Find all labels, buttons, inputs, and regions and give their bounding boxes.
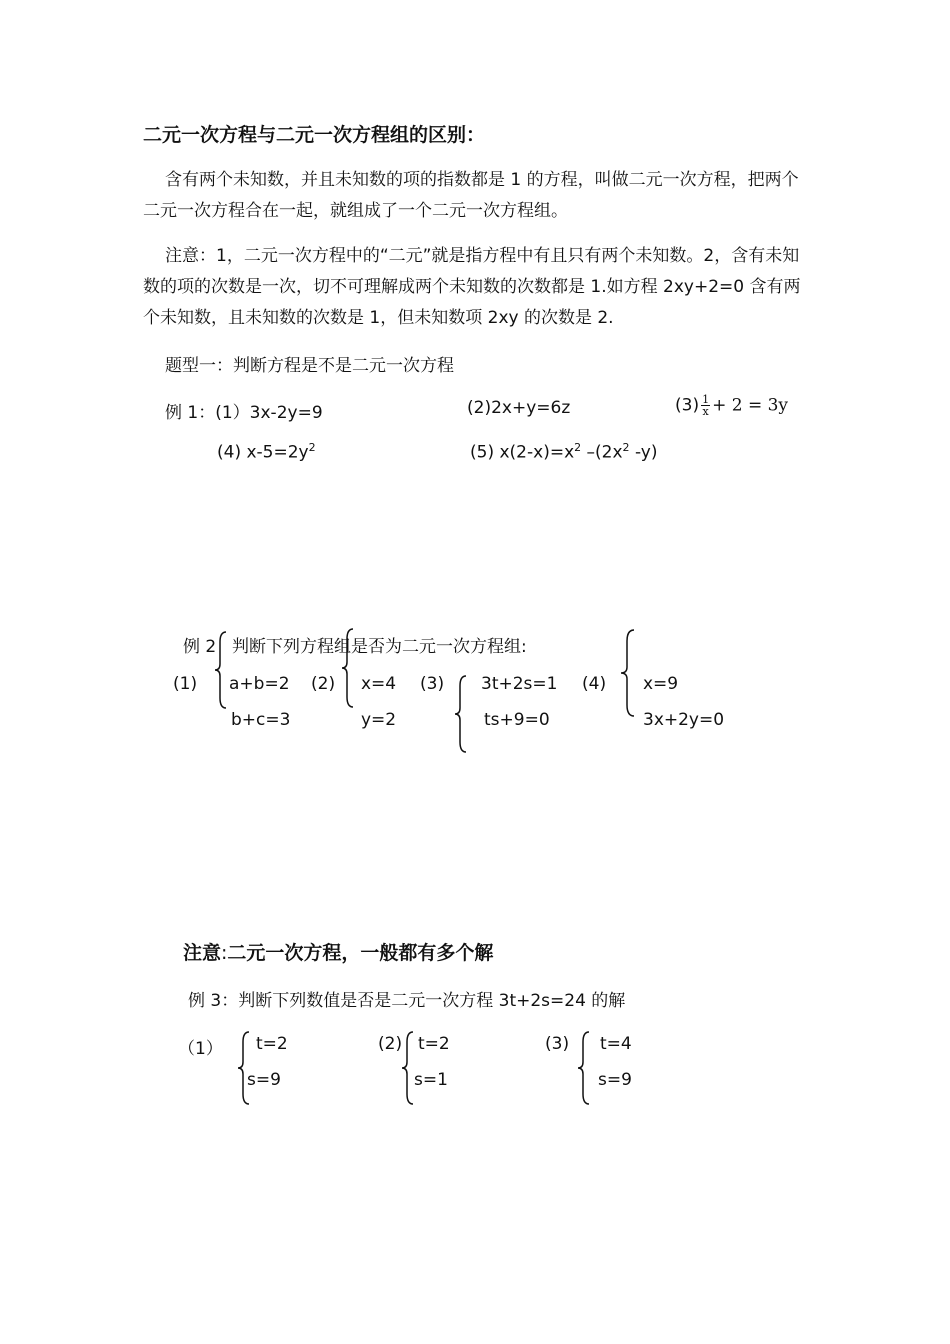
fraction-denominator: x <box>702 405 709 418</box>
pair1-brace-icon <box>237 1030 251 1106</box>
example1-eq1: (1）3x-2y=9 <box>215 403 323 423</box>
pair3-eq2: s=9 <box>598 1070 632 1090</box>
system2-brace-icon <box>341 627 355 709</box>
page-title: 二元一次方程与二元一次方程组的区别： <box>143 124 486 146</box>
note-paragraph: 注意：1，二元一次方程中的“二元”就是指方程中有且只有两个未知数。2，含有未知数的项的次数是一次，切不可理解成两个未知数的次数都是 1.如方程 2xy+2=0 含有两个未知数，且未知数的次数是 1，但未知数项 2xy 的次数是 2. <box>143 246 801 328</box>
example1-eq2: (2)2x+y=6z <box>467 398 571 418</box>
note2-text: 二元一次方程，一般都有多个解 <box>227 942 494 964</box>
pair3-label: (3) <box>545 1034 570 1054</box>
pair2-label: (2) <box>378 1034 403 1054</box>
example1-eq5-part3: -y) <box>629 442 658 463</box>
example1-row1 <box>165 398 323 423</box>
pair1-eq2: s=9 <box>247 1070 281 1090</box>
pair2-brace-icon <box>401 1030 415 1106</box>
fraction-numerator: 1 <box>702 393 710 406</box>
example1-eq4-base: (4) x-5=2y <box>217 442 309 463</box>
system2-label: (2) <box>311 674 336 694</box>
note2-heading <box>183 938 493 965</box>
example1-eq5-exponent1: 2 <box>574 441 582 454</box>
system4-label: (4) <box>582 674 607 694</box>
system1-eq2: b+c=3 <box>231 710 291 730</box>
system3-eq2: ts+9=0 <box>484 710 550 730</box>
example1-eq4 <box>217 441 316 463</box>
system4-eq1: x=9 <box>643 674 679 694</box>
example3-question: 例 3：判断下列数值是否是二元一次方程 3t+2s=24 的解 <box>188 991 626 1011</box>
system1-brace-icon <box>214 630 228 710</box>
system1-eq1: a+b=2 <box>229 674 290 694</box>
question-type-heading: 题型一：判断方程是不是二元一次方程 <box>165 356 454 376</box>
example1-eq3-prefix: (3) <box>675 395 700 416</box>
pair3-brace-icon <box>577 1030 591 1106</box>
definition-paragraph: 含有两个未知数，并且未知数的项的指数都是 1 的方程，叫做二元一次方程，把两个二元一次方程合在一起，就组成了一个二元一次方程组。 <box>143 170 799 221</box>
pair2-eq1: t=2 <box>418 1034 450 1054</box>
system3-label: (3) <box>420 674 445 694</box>
example1-eq5-exponent2: 2 <box>622 441 630 454</box>
example1-eq3-rest: + 2 = 3y <box>712 395 789 416</box>
system4-brace-icon <box>620 628 636 718</box>
system2-eq2: y=2 <box>361 710 397 730</box>
system3-brace-icon <box>454 674 468 754</box>
system2-eq1: x=4 <box>361 674 397 694</box>
example2-lead: 例 2 <box>183 637 217 657</box>
note2-label: 注意 <box>183 942 222 964</box>
example1-eq3-fraction <box>701 394 710 417</box>
note2-colon: : <box>221 942 228 964</box>
pair3-eq1: t=4 <box>600 1034 632 1054</box>
system1-label: (1) <box>173 674 198 694</box>
system3-eq1: 3t+2s=1 <box>481 674 558 694</box>
example1-lead: 例 1： <box>165 403 216 423</box>
example2-question: 判断下列方程组是否为二元一次方程组: <box>232 637 527 657</box>
example1-eq5-part2: –(2x <box>581 442 623 463</box>
pair2-eq2: s=1 <box>414 1070 448 1090</box>
pair1-eq1: t=2 <box>256 1034 288 1054</box>
pair1-label: （1） <box>178 1039 223 1059</box>
example1-eq5 <box>470 441 657 463</box>
example1-eq3 <box>675 394 788 417</box>
example1-eq5-part1: (5) x(2-x)=x <box>470 442 575 463</box>
system4-eq2: 3x+2y=0 <box>643 710 725 730</box>
example1-eq4-exponent: 2 <box>308 441 316 454</box>
